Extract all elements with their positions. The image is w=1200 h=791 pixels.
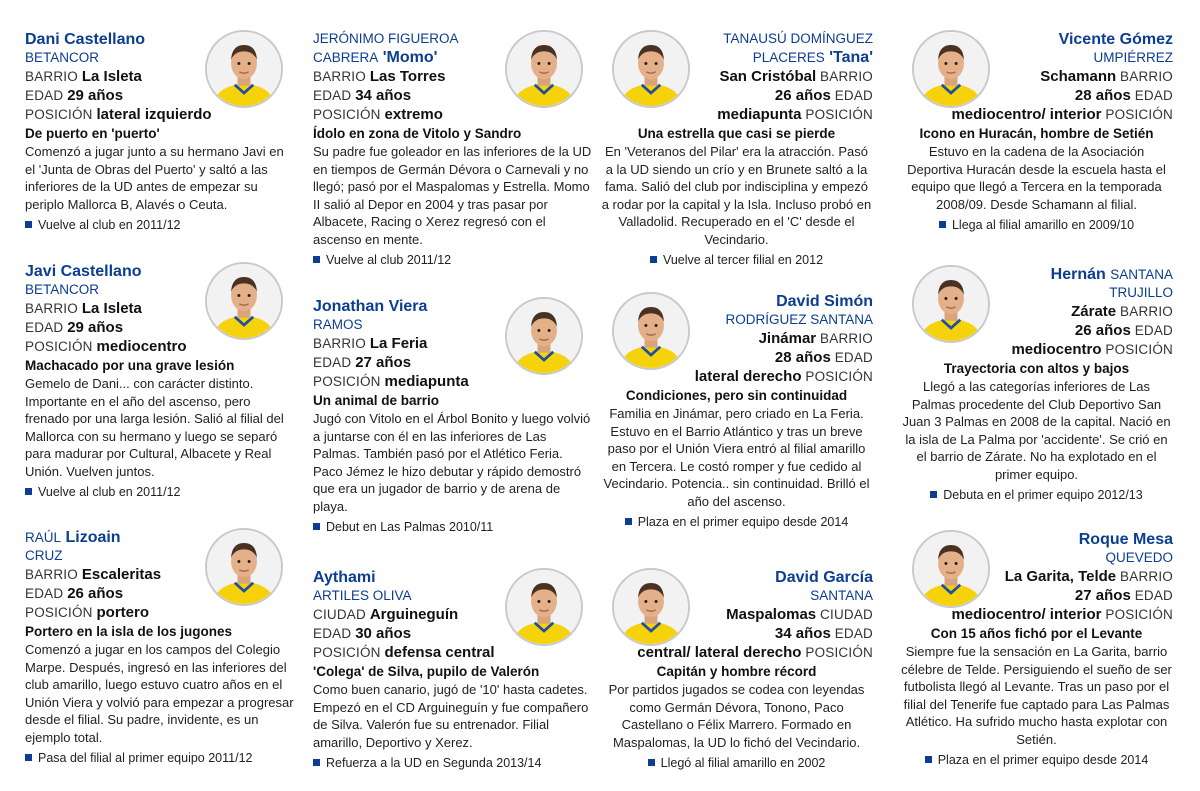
player-footer: Refuerza a la UD en Segunda 2013/14 — [313, 754, 595, 772]
player-name-prefix: TANAUSÚ DOMÍNGUEZ — [723, 31, 873, 46]
info-row-posicion: POSICIÓN extremo — [313, 106, 443, 123]
player-card-roque-mesa — [900, 530, 1195, 769]
player-footer: Plaza en el primer equipo desde 2014 — [600, 513, 873, 531]
player-headline: Ídolo en zona de Vitolo y Sandro — [313, 126, 522, 141]
info-row-posicion: POSICIÓN mediapunta — [313, 373, 469, 390]
player-footer: Vuelve al club en 2011/12 — [25, 216, 295, 234]
player-photo-icon — [205, 262, 283, 340]
player-name: Dani Castellano — [25, 31, 146, 48]
info-row-edad: EDAD 27 años — [313, 354, 412, 371]
column-2 — [300, 0, 595, 791]
player-text: En 'Veteranos del Pilar' era la atracción. Pasó a la UD siendo un crío y en Brunete saltó a la fama. Salió del club por indisciplina y empezó a rodar por la capital y la Isla. Incluso probó en Valladolid. Recuperado en el 'C' desde el Vecindario. — [601, 144, 872, 247]
player-text: Gemelo de Dani... con carácter distinto. Importante en el año del ascenso, pero frenado por una larga lesión. Salió al filial del Mallorca con su hermano y luego se separó para madurar por Cultural, Albacete y Real Unión. Vuelven juntos. — [25, 376, 284, 479]
info-row-barrio: San Cristóbal BARRIO — [719, 68, 873, 85]
player-footer: Vuelve al club en 2011/12 — [25, 483, 295, 501]
info-row-ciudad: Maspalomas CIUDAD — [726, 606, 873, 623]
player-card-dani-castellano — [0, 30, 295, 234]
info-row-posicion: mediapunta POSICIÓN — [717, 106, 873, 123]
column-4 — [900, 0, 1195, 791]
player-surname: CRUZ — [25, 548, 63, 563]
square-bullet-icon — [648, 759, 655, 766]
player-card-vicente-gomez — [900, 30, 1195, 234]
info-row-barrio: La Garita, Telde BARRIO — [1004, 568, 1173, 585]
player-footer: Vuelve al club 2011/12 — [313, 251, 595, 269]
player-text: Siempre fue la sensación en La Garita, barrio célebre de Telde. Persiguiendo el sueño de ser futbolista llegó al Levante. Tras un paso por el filial del Tenerife fue captado para Las Palmas Atlético. Ha sufrido mucho hasta explotar con Setién. — [901, 644, 1172, 747]
player-text: Comenzó a jugar junto a su hermano Javi en el 'Junta de Obras del Puerto' y saltó a las inferiores de la UD antes de empezar su periplo Mallorca B, Alavés o Ceuta. — [25, 144, 284, 212]
square-bullet-icon — [313, 256, 320, 263]
player-surname: SANTANA — [810, 588, 873, 603]
player-surname: TRUJILLO — [1109, 285, 1173, 300]
player-text: Su padre fue goleador en las inferiores de la UD en tiempos de Germán Dévora o Carnevali y no llegó; pasó por el Maspalomas y Estrella. Momo II salió al Depor en 2004 y tras pasar por Albacete, Racing o Xerez regresó con el ascenso en mente. — [313, 144, 592, 247]
player-name: RAÚL Lizoain — [25, 529, 121, 546]
player-text: Como buen canario, jugó de '10' hasta cadetes. Empezó en el CD Arguineguín y fue compañero de Silva. Valerón fue su entrenador. Filial amarillo, Deportivo y Xerez. — [313, 682, 589, 750]
player-footer: Llegó al filial amarillo en 2002 — [600, 754, 873, 772]
info-row-posicion: POSICIÓN defensa central — [313, 644, 495, 661]
info-row-barrio: BARRIO Escaleritas — [25, 566, 162, 583]
player-name: CABRERA 'Momo' — [313, 49, 438, 66]
player-text: Comenzó a jugar en los campos del Colegio Marpe. Después, ingresó en las inferiores del club amarillo, luego estuvo cuatro años en el Unión Viera y volvió para empezar a progresar desde el filial. Su padre, invidente, es un ejemplo total. — [25, 642, 294, 745]
player-photo-icon — [612, 568, 690, 646]
square-bullet-icon — [313, 759, 320, 766]
info-row-posicion: POSICIÓN portero — [25, 604, 150, 621]
player-name: Aythami — [313, 569, 376, 586]
player-name: Vicente Gómez — [1058, 31, 1173, 48]
player-headline: Icono en Huracán, hombre de Setién — [919, 126, 1154, 141]
player-name: Roque Mesa — [1078, 531, 1173, 548]
player-card-raul-lizoain — [0, 528, 295, 767]
info-row-posicion: mediocentro POSICIÓN — [1011, 341, 1173, 358]
player-surname: RODRÍGUEZ SANTANA — [725, 312, 873, 327]
info-row-edad: 26 años EDAD — [1074, 322, 1173, 339]
player-footer: Llega al filial amarillo en 2009/10 — [900, 216, 1173, 234]
player-photo-icon — [505, 297, 583, 375]
player-card-hernan — [900, 265, 1195, 504]
player-surname: QUEVEDO — [1105, 550, 1173, 565]
player-surname: ARTILES OLIVA — [313, 588, 412, 603]
info-row-edad: 27 años EDAD — [1074, 587, 1173, 604]
player-text: Por partidos jugados se codea con leyendas como Germán Dévora, Tonono, Paco Castellano o Félix Marrero. Formado en Maspalomas, la UD lo fichó del Vecindario. — [608, 682, 865, 750]
info-row-edad: EDAD 34 años — [313, 87, 412, 104]
player-photo-icon — [505, 30, 583, 108]
player-card-aythami — [300, 568, 595, 772]
player-card-david-garcia — [600, 568, 895, 772]
player-footer: Debuta en el primer equipo 2012/13 — [900, 486, 1173, 504]
player-footer: Pasa del filial al primer equipo 2011/12 — [25, 749, 295, 767]
info-row-edad: 28 años EDAD — [774, 349, 873, 366]
player-surname: UMPIÉRREZ — [1093, 50, 1173, 65]
info-row-posicion: mediocentro/ interior POSICIÓN — [951, 106, 1173, 123]
info-row-barrio: BARRIO La Isleta — [25, 300, 142, 317]
info-row-posicion: POSICIÓN lateral izquierdo — [25, 106, 212, 123]
player-photo-icon — [205, 528, 283, 606]
info-row-posicion: POSICIÓN mediocentro — [25, 338, 187, 355]
player-headline: Condiciones, pero sin continuidad — [625, 388, 848, 403]
player-footer: Debut en Las Palmas 2010/11 — [313, 518, 595, 536]
player-headline: 'Colega' de Silva, pupilo de Valerón — [313, 664, 540, 679]
player-name-prefix: JERÓNIMO FIGUEROA — [313, 31, 459, 46]
square-bullet-icon — [939, 221, 946, 228]
player-photo-icon — [912, 265, 990, 343]
info-row-edad: EDAD 26 años — [25, 585, 124, 602]
player-surname: BETANCOR — [25, 282, 100, 297]
player-name: Jonathan Viera — [313, 298, 428, 315]
player-headline: Machacado por una grave lesión — [25, 358, 235, 373]
player-surname: BETANCOR — [25, 50, 100, 65]
player-text: Jugó con Vitolo en el Árbol Bonito y luego volvió a juntarse con él en las inferiores de Las Palmas. También pasó por el Atlético Feria. Paco Jémez le hizo debutar y rápido demostró que era un jugador de barrio y de arena de playa. — [313, 411, 591, 514]
info-row-posicion: central/ lateral derecho POSICIÓN — [637, 644, 873, 661]
player-photo-icon — [912, 30, 990, 108]
player-photo-icon — [912, 530, 990, 608]
player-headline: Trayectoria con altos y bajos — [943, 361, 1130, 376]
info-row-edad: EDAD 30 años — [313, 625, 412, 642]
player-photo-icon — [205, 30, 283, 108]
info-row-edad: EDAD 29 años — [25, 87, 124, 104]
info-row-barrio: Zárate BARRIO — [1071, 303, 1173, 320]
player-photo-icon — [612, 292, 690, 370]
player-text: Familia en Jinámar, pero criado en La Feria. Estuvo en el Barrio Atlántico y tras un breve paso por el Unión Viera entró al filial amarillo en Tercera. Le costó romper y fue cedido al Vecindario. Potencia.. sin continuidad. Brilló el año del ascenso. — [603, 406, 870, 509]
square-bullet-icon — [25, 221, 32, 228]
square-bullet-icon — [925, 756, 932, 763]
player-card-david-simon — [600, 292, 895, 531]
player-card-momo — [300, 30, 595, 269]
square-bullet-icon — [625, 518, 632, 525]
square-bullet-icon — [313, 523, 320, 530]
player-photo-icon — [612, 30, 690, 108]
player-headline: Un animal de barrio — [313, 393, 440, 408]
player-card-tana — [600, 30, 895, 269]
player-card-javi-castellano — [0, 262, 295, 501]
info-row-posicion: lateral derecho POSICIÓN — [694, 368, 873, 385]
player-name: Hernán SANTANA — [1050, 266, 1173, 283]
player-headline: Con 15 años fichó por el Levante — [930, 626, 1143, 641]
player-photo-icon — [505, 568, 583, 646]
info-row-edad: EDAD 29 años — [25, 319, 124, 336]
player-name: David Simón — [776, 293, 873, 310]
info-row-barrio: BARRIO La Isleta — [25, 68, 142, 85]
player-headline: Portero en la isla de los jugones — [25, 624, 233, 639]
square-bullet-icon — [25, 754, 32, 761]
info-row-edad: 28 años EDAD — [1074, 87, 1173, 104]
player-name: PLACERES 'Tana' — [752, 49, 873, 66]
player-surname: RAMOS — [313, 317, 363, 332]
player-card-jonathan-viera — [300, 297, 595, 536]
info-row-barrio: Schamann BARRIO — [1040, 68, 1173, 85]
info-row-barrio: BARRIO La Feria — [313, 335, 428, 352]
column-1 — [0, 0, 295, 791]
square-bullet-icon — [930, 491, 937, 498]
info-row-barrio: Jinámar BARRIO — [758, 330, 873, 347]
player-headline: De puerto en 'puerto' — [25, 126, 160, 141]
player-name: Javi Castellano — [25, 263, 142, 280]
player-text: Llegó a las categorías inferiores de Las Palmas procedente del Club Deportivo San Juan 3 Palmas en 2008 de la capital. Nació en la isla de La Palma por 'accidente'. Se crió en el barrio de Zárate. No ha explotado en el primer equipo. — [902, 379, 1171, 482]
player-text: Estuvo en la cadena de la Asociación Deportiva Huracán desde la escuela hasta el equipo que llegó a Tercera en la temporada 2008/09. Desde Schamann al filial. — [907, 144, 1166, 212]
square-bullet-icon — [650, 256, 657, 263]
player-name: David García — [775, 569, 873, 586]
info-row-posicion: mediocentro/ interior POSICIÓN — [951, 606, 1173, 623]
square-bullet-icon — [25, 488, 32, 495]
info-row-barrio: BARRIO Las Torres — [313, 68, 446, 85]
info-row-edad: 26 años EDAD — [774, 87, 873, 104]
player-footer: Plaza en el primer equipo desde 2014 — [900, 751, 1173, 769]
player-headline: Una estrella que casi se pierde — [637, 126, 836, 141]
column-3 — [600, 0, 895, 791]
info-row-edad: 34 años EDAD — [774, 625, 873, 642]
player-footer: Vuelve al tercer filial en 2012 — [600, 251, 873, 269]
info-row-ciudad: CIUDAD Arguineguín — [313, 606, 459, 623]
player-headline: Capitán y hombre récord — [656, 664, 817, 679]
